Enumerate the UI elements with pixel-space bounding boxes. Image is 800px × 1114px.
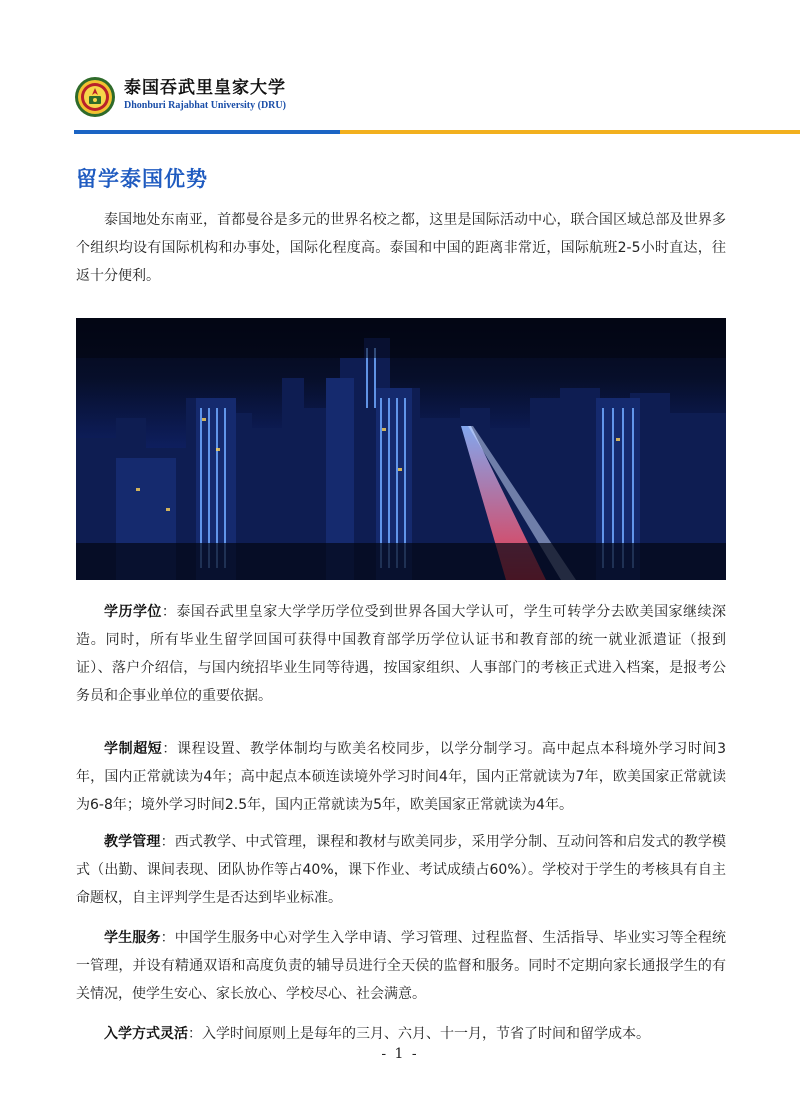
advantage-text: ：西式教学、中式管理，课程和教材与欧美同步，采用学分制、互动问答和启发式的教学模式（出勤、课间表现、团队协作等占40%，课下作业、考试成绩占60%）。学校对于学生的考核具有自主命题权，自主评判学生是否达到毕业标准。 — [76, 834, 727, 906]
bangkok-night-skyline-icon — [76, 318, 726, 580]
advantage-term: 学历学位 — [104, 604, 162, 620]
advantage-text: ：中国学生服务中心对学生入学申请、学习管理、过程监督、生活指导、毕业实习等全程统一管理，并设有精通双语和高度负责的辅导员进行全天侯的监督和服务。同时不定期向家长通报学生的有关情况，使学生安心、家长放心、学校尽心、社会满意。 — [76, 930, 727, 1002]
advantage-paragraph-enrollment — [76, 1020, 726, 1048]
advantage-text: ：课程设置、教学体制均与欧美名校同步，以学分制学习。高中起点本科境外学习时间3年，国内正常就读为4年；高中起点本硕连读境外学习时间4年，国内正常就读为7年，欧美国家正常就读为6-8年；境外学习时间2.5年，国内正常就读为5年，欧美国家正常就读为4年。 — [76, 741, 726, 813]
advantage-text: ：入学时间原则上是每年的三月、六月、十一月，节省了时间和留学成本。 — [188, 1026, 650, 1042]
advantage-term: 学生服务 — [104, 930, 161, 946]
university-name-en: Dhonburi Rajabhat University (DRU) — [124, 100, 286, 111]
university-name-cn: 泰国吞武里皇家大学 — [124, 78, 286, 98]
section-title: 留学泰国优势 — [76, 167, 208, 191]
university-seal-icon — [74, 76, 116, 118]
header-rule-gold — [340, 130, 800, 134]
advantage-term: 教学管理 — [104, 834, 161, 850]
advantage-paragraph-service — [76, 924, 726, 1008]
advantage-term: 学制超短 — [104, 741, 163, 757]
advantage-term: 入学方式灵活 — [104, 1026, 188, 1042]
intro-paragraph: 泰国地处东南亚，首都曼谷是多元的世界名校之都，这里是国际活动中心，联合国区域总部及世界多个组织均设有国际机构和办事处，国际化程度高。泰国和中国的距离非常近，国际航班2-5小时直达，往返十分便利。 — [76, 212, 726, 284]
header-rule-blue — [74, 130, 340, 134]
university-brand — [124, 78, 286, 112]
page-number: - 1 - — [381, 1046, 419, 1062]
document-header — [74, 74, 754, 122]
advantage-paragraph-teaching — [76, 828, 726, 912]
advantage-paragraph-duration — [76, 735, 726, 819]
advantage-paragraph-degree — [76, 598, 726, 710]
advantage-text: ：泰国吞武里皇家大学学历学位受到世界各国大学认可，学生可转学分去欧美国家继续深造。同时，所有毕业生留学回国可获得中国教育部学历学位认证书和教育部的统一就业派遣证（报到证）、落户介绍信，与国内统招毕业生同等待遇，按国家组织、人事部门的考核正式进入档案，是报考公务员和企事业单位的重要依据。 — [76, 604, 726, 704]
